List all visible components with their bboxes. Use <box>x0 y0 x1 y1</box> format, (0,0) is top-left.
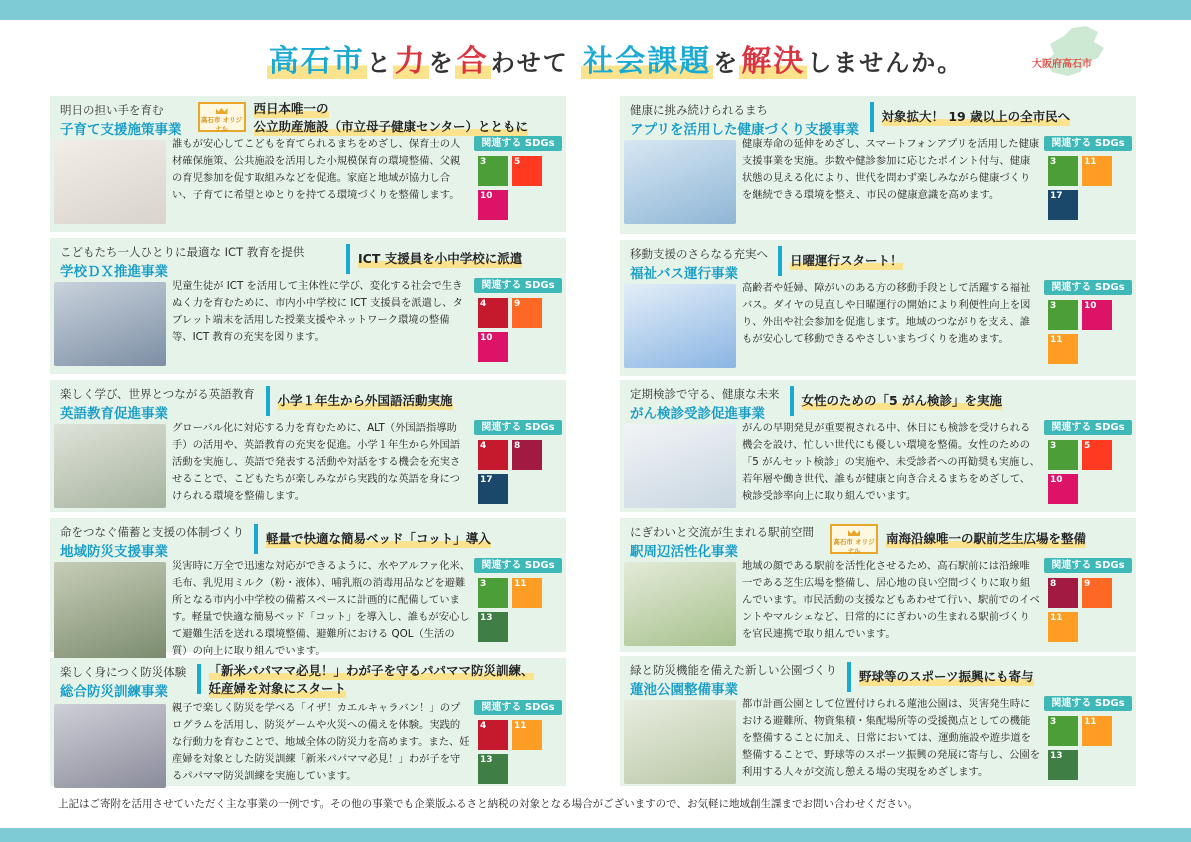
sdg-8-icon <box>512 440 542 470</box>
original-badge <box>198 102 246 132</box>
sdg-number: 4 <box>480 299 487 309</box>
sdg-number: 11 <box>514 579 527 589</box>
sdg-11-icon <box>1082 716 1112 746</box>
project-card <box>50 380 566 512</box>
sdg-10-icon <box>1082 300 1112 330</box>
project-photo <box>54 562 166 660</box>
title-part: しませんか。 <box>807 49 964 77</box>
sdg-number: 9 <box>514 299 521 309</box>
project-card <box>50 658 566 786</box>
project-description: 健康寿命の延伸をめざし、スマートフォンアプリを活用した健康支援事業を実施。歩数や健診参加に応じたポイント付与、健康状態の見える化により、世代を問わず楽しみながら健康づくりを継続できる環境を整え、市民の健康意識を高めます。 <box>742 138 1040 201</box>
title-part: を <box>713 49 740 77</box>
sdg-number: 10 <box>480 333 493 343</box>
project-subtitle: 楽しく学び、世界とつながる英語教育 <box>60 387 255 401</box>
project-tagline: ICT 支援員を小中学校に派遣 <box>358 251 523 266</box>
project-card <box>620 656 1136 786</box>
sdg-heading: 関連する SDGs <box>1044 136 1132 151</box>
title-part: 力 <box>394 44 427 79</box>
sdg-number: 3 <box>1050 717 1057 727</box>
title-divider <box>197 664 201 694</box>
title-divider <box>778 246 782 276</box>
sdg-number: 11 <box>1050 335 1063 345</box>
project-subtitle: にぎわいと交流が生まれる駅前空間 <box>630 525 814 539</box>
project-tagline: 女性のための「5 がん検診」を実施 <box>801 393 1003 408</box>
sdg-17-icon <box>1048 190 1078 220</box>
title-divider <box>346 244 350 274</box>
project-tagline: 「新米パパママ必見！」わが子を守るパパママ防災訓練、 <box>208 663 534 678</box>
project-tagline: 軽量で快適な簡易ベッド「コット」導入 <box>266 531 491 546</box>
original-badge <box>830 524 878 554</box>
title-divider <box>847 662 851 692</box>
project-title: 子育て支援施策事業 <box>60 122 182 138</box>
project-tagline: 妊産婦を対象にスタート <box>208 681 347 696</box>
sdg-5-icon <box>1082 440 1112 470</box>
project-card <box>50 238 566 374</box>
title-part: 解決 <box>741 44 806 79</box>
crown-icon <box>216 108 228 114</box>
project-card <box>620 240 1136 376</box>
project-description: がんの早期発見が重要視される中、休日にも検診を受けられる機会を設け、忙しい世代にも優しい環境を整備。女性のための「5 がんセット検診」の実施や、未受診者への再勧奨も実施し、若年層や働き世代、誰もが健康と向き合えるまちをめざして、検診受診率向上に取り組んでいます。 <box>742 422 1040 502</box>
project-tagline: 南海沿線唯一の駅前芝生広場を整備 <box>886 531 1087 546</box>
city-map-icon <box>1024 22 1124 80</box>
project-description: 高齢者や妊婦、障がいのある方の移動手段として活躍する福祉バス。ダイヤの見直しや日曜運行の開始により利便性向上を図り、外出や社会参加を促進します。地域のつながりを支え、誰もが安心して移動できるやさしいまちづくりを進めます。 <box>742 282 1031 345</box>
project-subtitle: こどもたち一人ひとりに最適な ICT 教育を提供 <box>60 245 305 259</box>
sdg-3-icon <box>478 156 508 186</box>
sdg-5-icon <box>512 156 542 186</box>
sdg-3-icon <box>1048 156 1078 186</box>
project-photo <box>54 704 166 788</box>
footer-note: 上記はご寄附を活用させていただく主な事業の一例です。その他の事業でも企業版ふるさと納税の対象となる場合がございますので、お気軽に地域創生課までお問い合わせください。 <box>58 798 918 810</box>
sdg-heading: 関連する SDGs <box>474 278 562 293</box>
project-title: 総合防災訓練事業 <box>60 684 168 700</box>
sdg-heading: 関連する SDGs <box>1044 420 1132 435</box>
sdg-number: 11 <box>1084 157 1097 167</box>
project-subtitle: 移動支援のさらなる充実へ <box>630 247 768 261</box>
project-card <box>50 96 566 232</box>
sdg-number: 4 <box>480 441 487 451</box>
project-photo <box>624 700 736 784</box>
sdg-number: 8 <box>514 441 521 451</box>
sdg-number: 17 <box>480 475 493 485</box>
title-part: を <box>428 49 455 77</box>
sdg-10-icon <box>1048 474 1078 504</box>
sdg-number: 11 <box>1084 717 1097 727</box>
sdg-9-icon <box>512 298 542 328</box>
project-subtitle: 楽しく身につく防災体験 <box>60 665 187 679</box>
sdg-number: 3 <box>1050 301 1057 311</box>
project-tagline: 西日本唯一の <box>253 101 329 116</box>
project-card <box>50 518 566 657</box>
sdg-11-icon <box>512 720 542 750</box>
title-part: 社会課題 <box>583 44 712 79</box>
sdg-8-icon <box>1048 578 1078 608</box>
sdg-3-icon <box>1048 300 1078 330</box>
sdg-number: 10 <box>1084 301 1097 311</box>
sdg-number: 10 <box>480 191 493 201</box>
map-label: 大阪府高石市 <box>1032 59 1092 70</box>
sdg-3-icon <box>1048 716 1078 746</box>
project-card <box>620 380 1136 512</box>
sdg-heading: 関連する SDGs <box>1044 558 1132 573</box>
project-subtitle: 緑と防災機能を備えた新しい公園づくり <box>630 663 837 677</box>
project-subtitle: 命をつなぐ備蓄と支援の体制づくり <box>60 525 244 539</box>
sdg-number: 8 <box>1050 579 1057 589</box>
sdg-4-icon <box>478 440 508 470</box>
project-tagline: 対象拡大！ 19 歳以上の全市民へ <box>881 109 1071 124</box>
project-photo <box>54 282 166 366</box>
project-photo <box>624 424 736 508</box>
title-part: と <box>366 49 393 77</box>
sdg-13-icon <box>1048 750 1078 780</box>
project-tagline: 日曜運行スタート！ <box>790 253 903 268</box>
project-photo <box>624 562 736 646</box>
sdg-11-icon <box>512 578 542 608</box>
project-card <box>620 518 1136 652</box>
sdg-heading: 関連する SDGs <box>474 558 562 573</box>
sdg-13-icon <box>478 754 508 784</box>
sdg-number: 3 <box>480 579 487 589</box>
project-description: 誰もが安心してこどもを育てられるまちをめざし、保育士の人材確保施策、公共施設を活用した小規模保育の環境整備、父親の育児参加を促す取組みなどを促進。家庭と地域が協力し合い、子育てに希望とゆとりを持てる環境づくりを整備します。 <box>172 138 461 201</box>
page-title <box>250 38 980 86</box>
project-title: 英語教育促進事業 <box>60 406 168 422</box>
project-description: 児童生徒が ICT を活用して主体性に学び、変化する社会で生きぬく力を育むために、市内小中学校に ICT 支援員を派遣し、タブレット端末を活用した授業支援やネットワーク環境の整備等、ICT 教育の充実を図ります。 <box>172 280 463 343</box>
project-title: 学校ＤＸ推進事業 <box>60 264 168 280</box>
project-title: 駅周辺活性化事業 <box>630 544 738 560</box>
sdg-number: 11 <box>514 721 527 731</box>
sdg-heading: 関連する SDGs <box>474 136 562 151</box>
sdg-number: 11 <box>1050 613 1063 623</box>
sdg-3-icon <box>1048 440 1078 470</box>
sdg-heading: 関連する SDGs <box>474 420 562 435</box>
sdg-number: 3 <box>480 157 487 167</box>
project-photo <box>54 424 166 508</box>
project-card <box>620 96 1136 234</box>
sdg-13-icon <box>478 612 508 642</box>
sdg-number: 10 <box>1050 475 1063 485</box>
sdg-heading: 関連する SDGs <box>1044 280 1132 295</box>
sdg-heading: 関連する SDGs <box>474 700 562 715</box>
project-photo <box>54 140 166 224</box>
project-tagline: 野球等のスポーツ振興にも寄与 <box>859 669 1034 684</box>
project-title: アプリを活用した健康づくり支援事業 <box>630 122 859 138</box>
badge-label: 高石市 オリジナル <box>200 116 243 133</box>
sdg-heading: 関連する SDGs <box>1044 696 1132 711</box>
sdg-number: 3 <box>1050 157 1057 167</box>
title-part: 高石市 <box>268 44 365 79</box>
title-divider <box>266 386 270 416</box>
sdg-4-icon <box>478 720 508 750</box>
top-band <box>0 0 1191 20</box>
project-title: 地域防災支援事業 <box>60 544 168 560</box>
sdg-10-icon <box>478 190 508 220</box>
sdg-number: 17 <box>1050 191 1063 201</box>
project-title: 福祉バス運行事業 <box>630 266 738 282</box>
project-description: 都市計画公園として位置付けられる蓮池公園は、災害発生時における避難所、物資集積・集配場所等の受援拠点としての機能を整備することに加え、日常においては、運動施設や遊歩道を整備することで、野球等のスポーツ振興の発展に寄与し、公園を利用する人々が交流し憩える場の実現をめざします。 <box>742 698 1040 778</box>
sdg-number: 13 <box>480 613 493 623</box>
sdg-3-icon <box>478 578 508 608</box>
sdg-number: 3 <box>1050 441 1057 451</box>
title-part: わせて <box>490 49 569 77</box>
project-photo <box>624 284 736 368</box>
sdg-17-icon <box>478 474 508 504</box>
project-description: 地域の顔である駅前を活性化させるため、高石駅前には沿線唯一である芝生広場を整備し、居心地の良い空間づくりに取り組んでいます。市民活動の支援などもあわせて行い、駅前でのイベントやマルシェなど、日常的ににぎわいの生まれる駅前づくりを官民連携で取り組んでいます。 <box>742 560 1040 640</box>
project-description: グローバル化に対応する力を育むために、ALT（外国語指導助手）の活用や、英語教育の充実を促進。小学１年生から外国語活動を実施し、英語で発表する活動や対話をする機会を充実させることで、こどもたちが楽しみながら実践的な英語を身につけられる環境を整備します。 <box>172 422 461 502</box>
project-tagline: 公立助産施設（市立母子健康センター）とともに <box>253 119 529 134</box>
sdg-10-icon <box>478 332 508 362</box>
title-divider <box>790 386 794 416</box>
sdg-number: 5 <box>1084 441 1091 451</box>
project-description: 親子で楽しく防災を学べる「イザ！カエルキャラバン！」のプログラムを活用し、防災ゲームや火災への備えを体験。実践的な行動力を育むことで、地域全体の防災力を高めます。また、妊産婦を対象とした防災訓練「新米パパママ必見！」わが子を守るパパママ防災訓練を実施しています。 <box>172 702 470 782</box>
sdg-number: 4 <box>480 721 487 731</box>
sdg-number: 5 <box>514 157 521 167</box>
sdg-number: 9 <box>1084 579 1091 589</box>
title-divider <box>870 102 874 132</box>
bottom-band <box>0 828 1191 842</box>
title-part: 合 <box>456 44 489 79</box>
sdg-11-icon <box>1082 156 1112 186</box>
project-title: 蓮池公園整備事業 <box>630 682 738 698</box>
project-title: がん検診受診促進事業 <box>630 406 765 422</box>
crown-icon <box>848 530 860 536</box>
sdg-11-icon <box>1048 612 1078 642</box>
project-subtitle: 健康に挑み続けられるまち <box>630 103 768 117</box>
sdg-11-icon <box>1048 334 1078 364</box>
sdg-9-icon <box>1082 578 1112 608</box>
project-subtitle: 明日の担い手を育む <box>60 103 164 117</box>
project-tagline: 小学１年生から外国語活動実施 <box>277 393 453 408</box>
sdg-number: 13 <box>1050 751 1063 761</box>
project-description: 災害時に万全で迅速な対応ができるように、水やアルファ化米、毛布、乳児用ミルク（粉・液体）、哺乳瓶の消毒用品などを避難所となる市内小中学校の備蓄スペースに計画的に配備しています。軽量で快適な簡易ベッド「コット」を導入し、誰もが安心して避難生活を送れる環境整備、避難所における QOL（生活の質）の向上に取り組んでいます。 <box>172 560 470 657</box>
project-photo <box>624 140 736 224</box>
badge-label: 高石市 オリジナル <box>833 538 875 555</box>
sdg-number: 13 <box>480 755 493 765</box>
title-divider <box>254 524 258 554</box>
project-subtitle: 定期検診で守る、健康な未来 <box>630 387 780 401</box>
sdg-4-icon <box>478 298 508 328</box>
